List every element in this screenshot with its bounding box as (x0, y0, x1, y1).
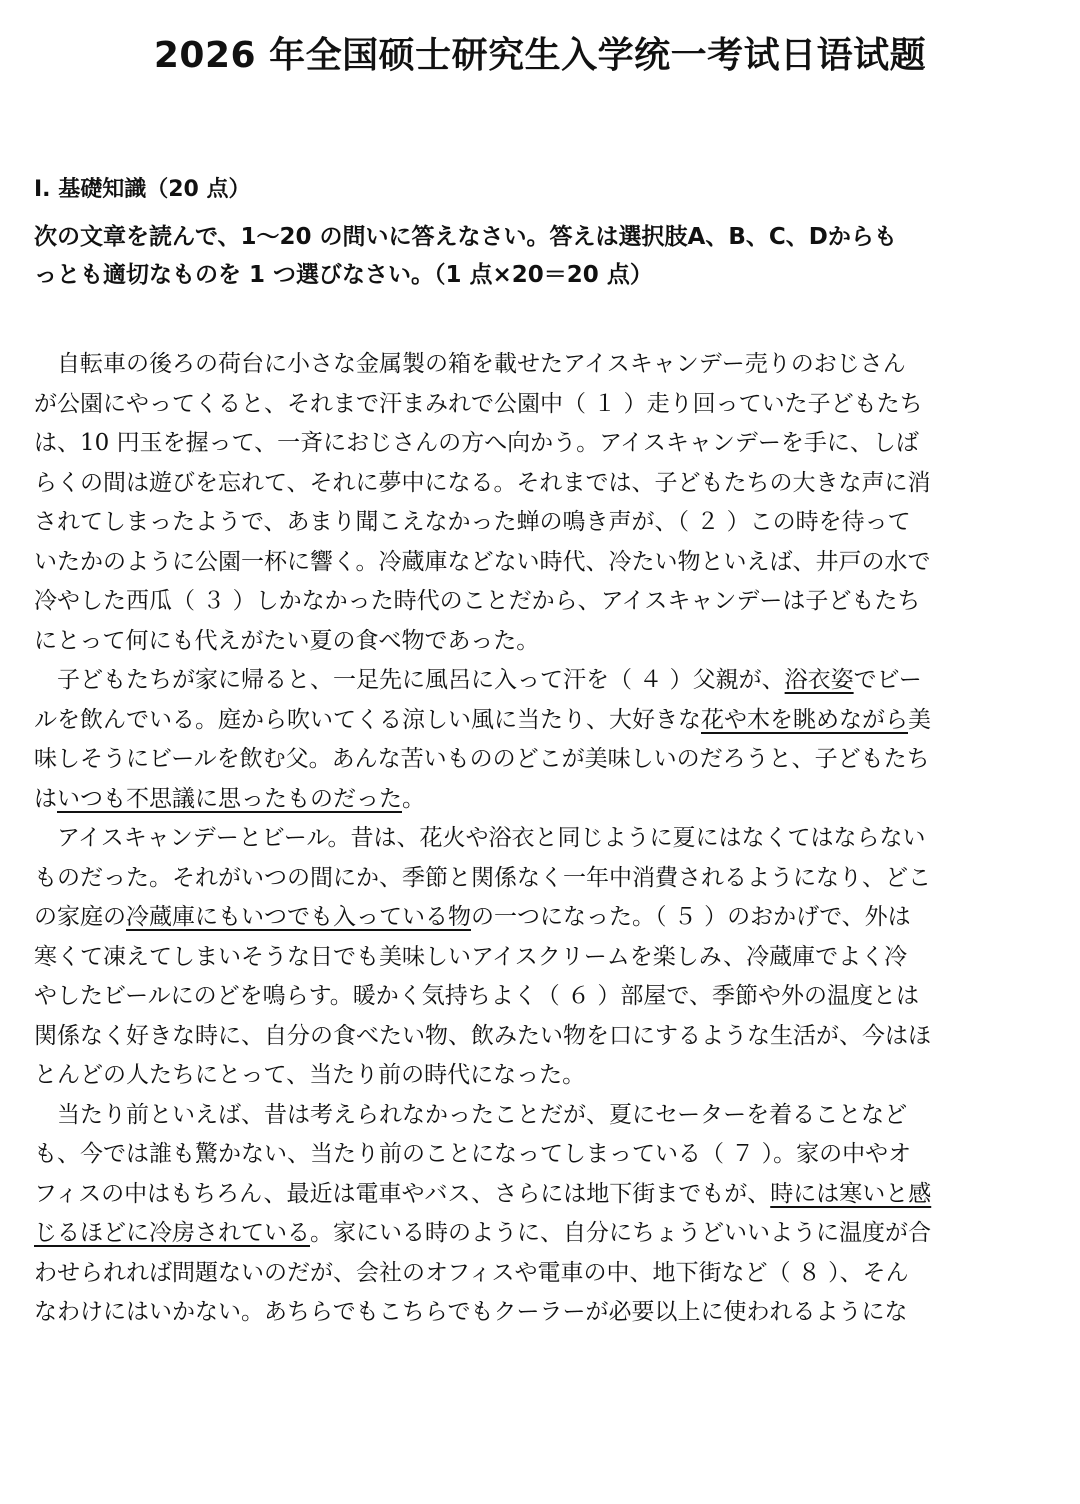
passage-text: が公園にやってくると、それまで汗まみれで公園中（ １ ）走り回っていた子どもたち (34, 390, 923, 417)
passage-line (34, 1017, 1046, 1057)
passage-text: 美 (908, 706, 931, 733)
instruction-line: っとも適切なものを 1 つ選びなさい。（1 点×20＝20 点） (34, 262, 653, 288)
passage-line (34, 543, 1046, 583)
passage-line (34, 1254, 1046, 1294)
passage-text: の家庭の (34, 904, 126, 930)
instructions (34, 218, 1046, 294)
passage-line (34, 701, 1046, 741)
passage-text: フィスの中はもちろん、最近は電車やバス、さらには地下街までもが、 (34, 1180, 771, 1207)
passage-text: 。 (402, 785, 425, 812)
passage-text: 味しそうにビールを飲む父。あんな苦いもののどこが美味しいのだろうと、子どもたち (34, 746, 930, 772)
underlined-phrase: いつも不思議に思ったものだった (57, 785, 402, 812)
underlined-phrase: 花や木を眺めながら (701, 706, 908, 733)
passage-text: アイスキャンデーとビール。昔は、花火や浴衣と同じように夏にはなくてはならない (34, 825, 926, 851)
passage-text: なわけにはいかない。あちらでもこちらでもクーラーが必要以上に使われるようにな (34, 1299, 908, 1325)
passage-line (34, 740, 1046, 780)
passage-line (34, 661, 1046, 701)
passage-text: とんどの人たちにとって、当たり前の時代になった。 (34, 1062, 586, 1088)
passage-text: ものだった。それがいつの間にか、季節と関係なく一年中消費されるようになり、どこ (34, 864, 931, 891)
passage-line (34, 780, 1046, 820)
passage-line (34, 622, 1046, 662)
passage-text: わせられれば問題ないのだが、会社のオフィスや電車の中、地下街など（ ８ ）、そん (34, 1259, 909, 1286)
passage-line (34, 345, 1046, 385)
passage-text: 子どもたちが家に帰ると、一足先に風呂に入って汗を（ ４ ）父親が、 (34, 667, 785, 693)
passage-line (34, 464, 1046, 504)
passage-text: いたかのように公園一杯に響く。冷蔵庫などない時代、冷たい物といえば、井戸の水で (34, 548, 931, 575)
exam-title: 2026 年全国硕士研究生入学统一考试日语试题 (153, 35, 927, 76)
passage-text: ルを飲んでいる。庭から吹いてくる涼しい風に当たり、大好きな (34, 706, 701, 733)
passage-text: 冷やした西瓜（ ３ ）しかなかった時代のことだから、アイスキャンデーは子どもたち (34, 588, 921, 614)
passage (34, 345, 1046, 1333)
passage-line (34, 1056, 1046, 1096)
passage-text: 。家にいる時のように、自分にちょうどいいように温度が合 (310, 1220, 931, 1246)
passage-line (34, 898, 1046, 938)
passage-line (34, 1135, 1046, 1175)
passage-line (34, 582, 1046, 622)
passage-line (34, 1096, 1046, 1136)
passage-text: は (34, 785, 57, 812)
underlined-phrase: じるほどに冷房されている (34, 1220, 310, 1246)
passage-line (34, 1214, 1046, 1254)
passage-text: 自転車の後ろの荷台に小さな金属製の箱を載せたアイスキャンデー売りのおじさん (34, 351, 906, 377)
passage-text: 関係なく好きな時に、自分の食べたい物、飲みたい物を口にするような生活が、今はほ (34, 1022, 931, 1049)
passage-text: にとって何にも代えがたい夏の食べ物であった。 (34, 627, 540, 654)
passage-line (34, 1293, 1046, 1333)
passage-line (34, 819, 1046, 859)
passage-text: 寒くて凍えてしまいそうな日でも美味しいアイスクリームを楽しみ、冷蔵庫でよく冷 (34, 943, 908, 970)
instruction-line: 次の文章を読んで、1～20 の問いに答えなさい。答えは選択肢A、B、C、Dからも (34, 224, 897, 250)
underlined-phrase: 浴衣姿 (784, 667, 854, 693)
passage-text: も、今では誰も驚かない、当たり前のことになってしまっている（ ７ ）。家の中やオ (34, 1141, 912, 1167)
underlined-phrase: 時には寒いと感 (770, 1180, 932, 1207)
passage-line (34, 977, 1046, 1017)
passage-text: は、10 円玉を握って、一斉におじさんの方へ向かう。アイスキャンデーを手に、しば (34, 430, 919, 456)
passage-text: らくの間は遊びを忘れて、それに夢中になる。それまでは、子どもたちの大きな声に消 (34, 469, 931, 496)
passage-line (34, 385, 1046, 425)
passage-text: されてしまったようで、あまり聞こえなかった蝉の鳴き声が、（ ２ ）この時を待って (34, 509, 911, 535)
passage-line (34, 424, 1046, 464)
passage-line (34, 859, 1046, 899)
passage-text: でビー (853, 667, 922, 693)
section-heading: I. 基礎知識（20 点） (34, 177, 251, 202)
passage-text: 当たり前といえば、昔は考えられなかったことだが、夏にセーターを着ることなど (34, 1101, 908, 1128)
passage-text: の一つになった。（ ５ ）のおかげで、外は (471, 904, 911, 930)
underlined-phrase: 冷蔵庫にもいつでも入っている物 (126, 904, 471, 930)
passage-line (34, 1175, 1046, 1215)
passage-text: やしたビールにのどを鳴らす。暖かく気持ちよく（ ６ ）部屋で、季節や外の温度とは (34, 983, 919, 1009)
passage-line (34, 938, 1046, 978)
passage-line (34, 503, 1046, 543)
